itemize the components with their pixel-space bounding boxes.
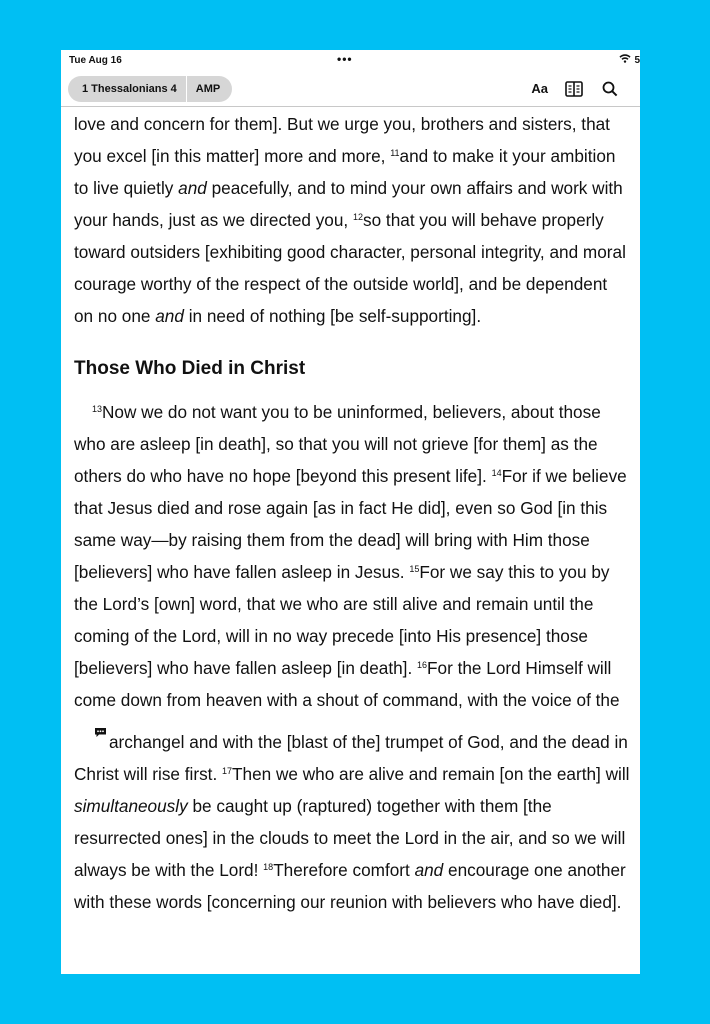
- italic-text: and: [155, 306, 184, 326]
- verse-number[interactable]: 15: [409, 564, 420, 574]
- italic-text: simultaneously: [74, 796, 188, 816]
- toolbar-actions: [531, 78, 620, 100]
- book-chapter-button[interactable]: 1 Thessalonians 4: [68, 76, 187, 102]
- text-span: Then we who are alive and remain [on the earth] will: [232, 764, 630, 784]
- verse-number[interactable]: 17: [222, 766, 233, 776]
- paragraph-verses-13-18: [74, 396, 630, 918]
- text-span: archangel and with the [blast of the] trumpet of God, and the dead in Christ will rise first.: [74, 732, 628, 784]
- text-span: be caught up (raptured) together with them [the resurrected ones] in the clouds to meet the Lord in the air, and so we will always be with the Lord!: [74, 796, 626, 880]
- text-span: Now we do not want you to be uninformed, believers, about those who are asleep [in death], so that you will not grieve [for them] as the others do who have no hope [beyond this present life].: [74, 402, 601, 486]
- italic-text: and: [414, 860, 444, 880]
- text-span: For if we believe that Jesus died and rose again [as in fact He did], even so God [in this same way—by raising them from the dead] will bring with Him those [believers] who have fallen asleep in Jesus.: [74, 466, 627, 582]
- multitasking-dots[interactable]: •••: [337, 52, 353, 66]
- scripture-text[interactable]: [74, 108, 630, 918]
- wifi-icon: [619, 54, 631, 66]
- text-span: peacefully, and to mind your own affairs and work with your hands, just as we directed you,: [74, 178, 623, 230]
- text-span: encourage one another with these words [concerning our reunion with believers who have died].: [74, 860, 626, 912]
- text-span: love and concern for them]. But we urge you, brothers and sisters, that you excel [in this matter] more and more,: [74, 114, 610, 166]
- text-span: so that you will behave properly toward outsiders [exhibiting good character, personal integrity, and moral courage worthy of the respect of the outside world], and be dependent on no one: [74, 210, 626, 326]
- version-button[interactable]: AMP: [195, 83, 221, 95]
- text-span: For the Lord Himself will come down from heaven with a shout of command, with the voice of the: [74, 658, 620, 710]
- paragraph-verses-10-12: [74, 108, 630, 332]
- status-date: Tue Aug 16: [69, 55, 122, 66]
- verse-number[interactable]: 16: [417, 660, 428, 670]
- study-note-icon[interactable]: [76, 716, 107, 748]
- italic-text: and: [178, 178, 207, 198]
- text-span: in need of nothing [be self-supporting].: [183, 306, 482, 326]
- verse-number[interactable]: 11: [390, 148, 400, 158]
- verse-number[interactable]: 18: [263, 862, 274, 872]
- text-span: For we say this to you by the Lord’s [own] word, that we who are still alive and remain until the coming of the Lord, will in no way precede [into His presence] those [believers] who have fallen asleep [in death].: [74, 562, 610, 678]
- battery-text: 5: [634, 54, 640, 66]
- parallel-view-icon[interactable]: [564, 78, 584, 100]
- status-bar: [61, 50, 640, 72]
- app-window: [61, 50, 640, 974]
- section-heading: Those Who Died in Christ: [74, 358, 306, 379]
- verse-number[interactable]: 14: [491, 468, 502, 478]
- text-span: Therefore comfort: [273, 860, 415, 880]
- status-indicators: [619, 54, 640, 66]
- verse-number[interactable]: 12: [352, 212, 363, 222]
- verse-number[interactable]: 13: [92, 404, 103, 414]
- search-icon[interactable]: [600, 78, 620, 100]
- font-settings-button[interactable]: Aa: [531, 81, 548, 96]
- reference-selector: [68, 76, 232, 102]
- reader-toolbar: [61, 72, 640, 107]
- text-span: and to make it your ambition to live quietly: [74, 146, 616, 198]
